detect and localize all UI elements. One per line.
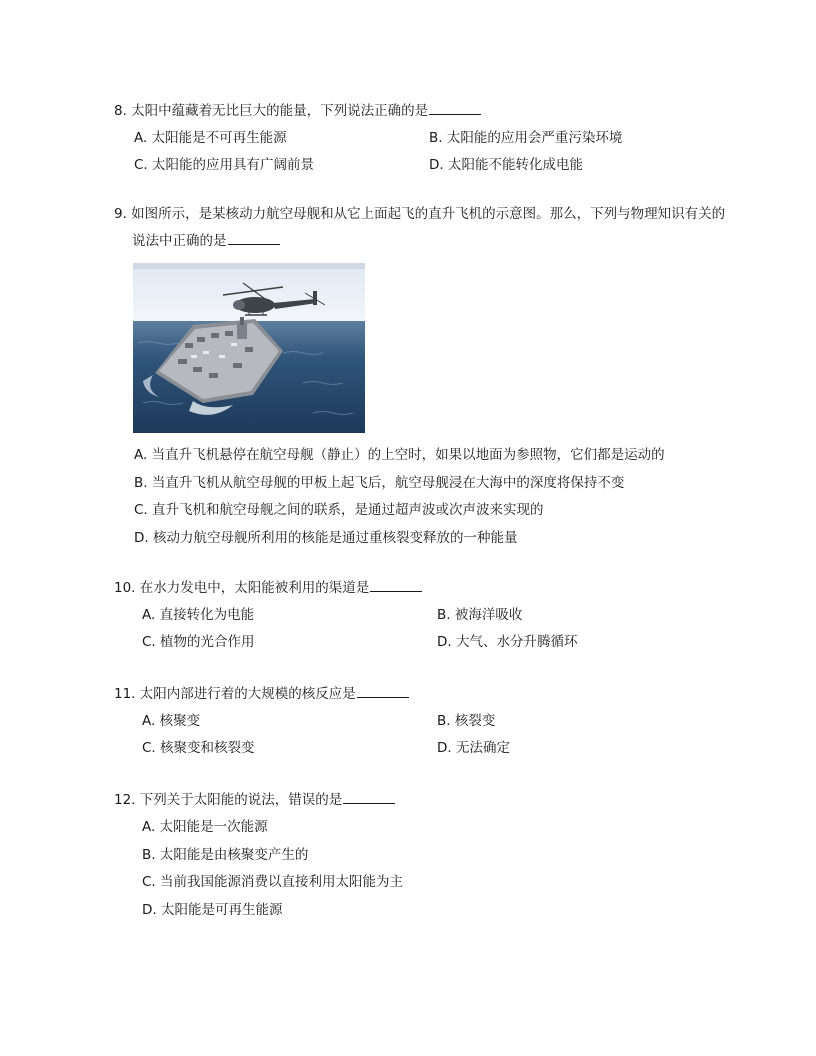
option-c[interactable]: C. 核聚变和核裂变 xyxy=(142,740,255,756)
option-a[interactable]: A. 直接转化为电能 xyxy=(142,607,255,623)
option-b[interactable]: B. 太阳能的应用会严重污染环境 xyxy=(429,130,623,146)
answer-blank xyxy=(343,789,395,804)
question-11-options xyxy=(114,708,724,762)
answer-blank xyxy=(357,683,409,698)
answer-blank xyxy=(370,577,422,592)
option-a[interactable]: A. 核聚变 xyxy=(142,713,201,729)
option-d[interactable]: D. 大气、水分升腾循环 xyxy=(437,634,578,650)
option-c[interactable]: C. 太阳能的应用具有广阔前景 xyxy=(134,157,315,173)
option-b[interactable]: B. 太阳能是由核聚变产生的 xyxy=(142,846,309,863)
option-d[interactable]: D. 太阳能是可再生能源 xyxy=(142,901,283,918)
option-a[interactable]: A. 太阳能是一次能源 xyxy=(142,819,268,835)
answer-blank xyxy=(228,230,280,245)
question-12-options xyxy=(114,814,724,924)
option-b[interactable]: B. 当直升飞机从航空母舰的甲板上起飞后，航空母舰浸在大海中的深度将保持不变 xyxy=(134,474,625,491)
question-12 xyxy=(114,787,724,924)
option-b[interactable]: B. 核裂变 xyxy=(437,713,496,729)
option-d[interactable]: D. 无法确定 xyxy=(437,740,510,756)
option-c[interactable]: C. 植物的光合作用 xyxy=(142,634,255,650)
question-8 xyxy=(114,98,724,179)
question-9-stem: 9. 如图所示，是某核动力航空母舰和从它上面起飞的直升飞机的示意图。那么，下列与物理知识有关的说法中正确的是 xyxy=(114,206,726,249)
option-a[interactable]: A. 当直升飞机悬停在航空母舰（静止）的上空时，如果以地面为参照物，它们都是运动的 xyxy=(134,447,665,463)
question-9-options-block xyxy=(114,442,724,552)
option-c[interactable]: C. 当前我国能源消费以直接利用太阳能为主 xyxy=(142,874,404,890)
question-11 xyxy=(114,681,724,762)
option-d[interactable]: D. 核动力航空母舰所利用的核能是通过重核裂变释放的一种能量 xyxy=(134,529,518,546)
aircraft-carrier-figure xyxy=(133,263,365,433)
option-d[interactable]: D. 太阳能不能转化成电能 xyxy=(429,157,583,173)
question-11-stem: 11. 太阳内部进行着的大规模的核反应是 xyxy=(114,681,724,708)
question-10-stem: 10. 在水力发电中，太阳能被利用的渠道是 xyxy=(114,575,724,602)
option-b[interactable]: B. 被海洋吸收 xyxy=(437,607,523,623)
aircraft-carrier-helicopter-image xyxy=(133,263,365,433)
question-10 xyxy=(114,575,724,656)
question-8-stem: 8. 太阳中蕴藏着无比巨大的能量，下列说法正确的是 xyxy=(114,98,724,125)
option-c[interactable]: C. 直升飞机和航空母舰之间的联系，是通过超声波或次声波来实现的 xyxy=(134,502,544,518)
answer-blank xyxy=(429,100,481,115)
question-10-options xyxy=(114,602,724,656)
question-9 xyxy=(114,201,724,255)
question-12-stem: 12. 下列关于太阳能的说法，错误的是 xyxy=(114,787,724,814)
option-a[interactable]: A. 太阳能是不可再生能源 xyxy=(134,130,287,146)
question-8-options xyxy=(114,125,724,179)
question-9-options xyxy=(114,442,724,552)
